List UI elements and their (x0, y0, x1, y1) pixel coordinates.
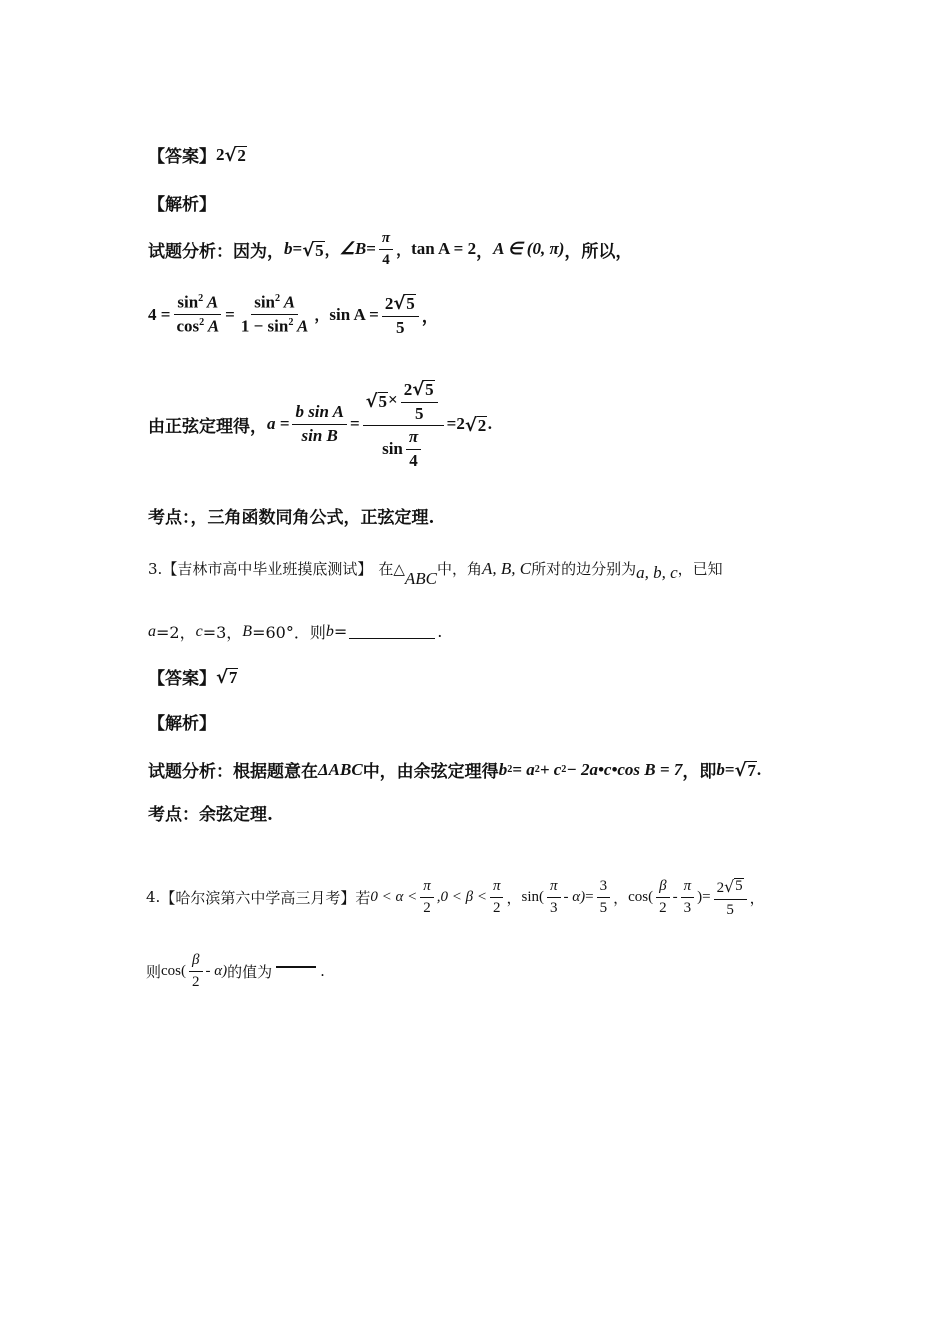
sqrt: √ 7 (734, 760, 756, 782)
fraction: 2 √ 5 5 (714, 876, 747, 918)
sqrt: √ 5 (365, 391, 388, 413)
fraction: $\frac{\pi}{4}$ (406, 428, 421, 470)
fraction: $\frac{\pi}{3}$ (681, 878, 695, 916)
fraction: $\frac{\pi}{2}$ (490, 878, 504, 916)
fraction: $\frac{\pi}{2}$ (420, 878, 434, 916)
analysis-line-3-1: 试题分析：根据题意在 ΔABC 中，由余弦定理得 b 2 = a 2 + c 2 − 2a•c•cos B = 7 ，即 b = √ 7 . (148, 759, 762, 782)
fraction: $\frac{\pi}{3}$ (547, 878, 561, 916)
analysis-line-1: 试题分析：因为， b = √ 5 ， ∠B = $\frac{\pi}{4}$ ， tan A = 2 ， A ∈ (0, π) ，所以， (148, 230, 633, 268)
analysis-label-3: 【解析】 (148, 714, 216, 734)
fraction: $\frac{\text{b sin A}}{\text{sin B}}$ (292, 403, 347, 445)
answer-line-3: 【答案】 √ 7 (148, 667, 238, 689)
fraction: $\frac{\pi}{4}$ (379, 230, 393, 268)
problem-3-given: a =2， c =3， B =60°．则 b = . (148, 622, 443, 642)
sqrt: √ 2 (224, 145, 246, 167)
fraction: $\frac{\beta}{2}$ (656, 878, 670, 916)
sqrt: √ 5 (412, 379, 434, 400)
sqrt: √ 5 (302, 239, 324, 261)
kaodian-3: 考点：余弦定理. (148, 805, 273, 825)
answer-blank (349, 624, 435, 639)
analysis-line-3: 由正弦定理得， a = $\frac{\text{b sin A}}{\text{sin B}}$ = √ 5 × 2 √ 5 5 sin $\frac{\pi}{4}$ = 2 √ 2 . (148, 379, 493, 471)
analysis-label-2: 【解析】 (148, 195, 216, 215)
kaodian-2: 考点：，三角函数同角公式，正弦定理. (148, 508, 435, 528)
sqrt: √ 5 (724, 877, 743, 896)
fraction: 2 √ 5 5 (401, 378, 438, 423)
compound-fraction: √ 5 × 2 √ 5 5 sin $\frac{\pi}{4}$ (363, 378, 444, 471)
analysis-line-2: 4 = $\frac{\sin^2 A}{\cos^2 A}$ = $\frac{\sin^2 A}{1 - \sin^2 A}$ ， sin A = 2 √ 5 5 ， (148, 292, 439, 337)
sqrt: √ 5 (393, 293, 415, 314)
answer-label: 【答案】 (148, 147, 216, 167)
problem-4-header: 4. 【哈尔滨第六中学高三月考】 若 0 < α < $\frac{\pi}{2}$ ,0 < β < $\frac{\pi}{2}$ ， sin( $\frac{\pi}{3}$ - α) = $\frac{3}{5}$ ， cos( $\frac{\beta}{2}$ - $\frac{\pi}{3}$ ) = 2 √ 5 5 ， (146, 877, 765, 918)
sqrt: √ 2 (464, 414, 487, 436)
problem-4-question: 则 cos( $\frac{\beta}{2}$ - α) 的值为 . (146, 952, 325, 990)
fraction: $\frac{\sin^2 A}{1 - \sin^2 A}$ (240, 292, 309, 336)
answer-line-2: 【答案】 2 √ 2 (148, 142, 247, 167)
problem-3-header: 3. 【吉林市高中毕业班摸底测试】 在△ ABC 中，角 A, B, C 所对的边分别为 a, b, c ，已知 (148, 558, 723, 588)
answer-blank (276, 966, 316, 968)
fraction: 2 √ 5 5 (382, 292, 419, 337)
fraction: $\frac{\sin^2 A}{\cos^2 A}$ (173, 293, 222, 337)
sqrt: √ 7 (216, 667, 238, 689)
fraction: $\frac{3}{5}$ (597, 878, 611, 916)
fraction: $\frac{\beta}{2}$ (189, 952, 203, 990)
